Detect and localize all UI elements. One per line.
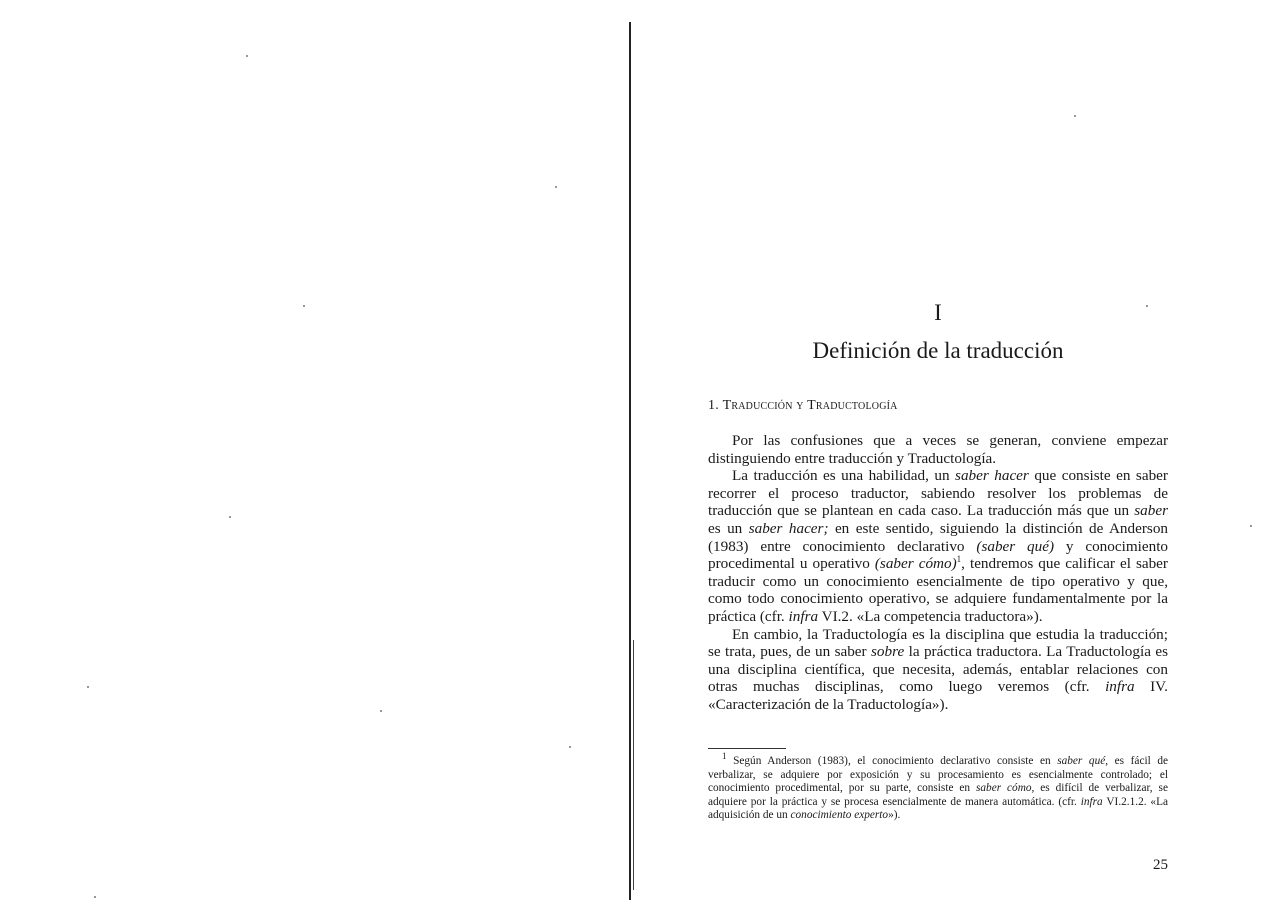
paragraph-3: En cambio, la Traductología es la disciplina que estudia la traducción; se trata, pues, de un saber sobre la práctica traductora. La Traductología es una disciplina científica, que necesita, además, entablar relaciones con otras muchas disciplinas, como luego veremos (cfr. infra IV. «Caracterización de la Traductología»). bbox=[708, 625, 1168, 713]
scan-speck bbox=[229, 516, 231, 518]
section-number: 1. bbox=[708, 398, 719, 413]
chapter-title: Definición de la traducción bbox=[812, 338, 1064, 363]
footnote-rule bbox=[708, 748, 786, 749]
page-gutter-shadow bbox=[633, 640, 634, 890]
chapter-number: I bbox=[934, 300, 942, 325]
scan-speck bbox=[380, 710, 382, 712]
scan-speck bbox=[1250, 525, 1252, 527]
body-text bbox=[708, 432, 1168, 714]
paragraph-2: La traducción es una habilidad, un saber hacer que consiste en saber recorrer el proceso traductor, sabiendo resolver los problemas de traducción que se plantean en cada caso. La traducción más que un saber es un saber hacer; en este sentido, siguiendo la distinción de Anderson (1983) entre conocimiento declarativo (saber qué) y conocimiento procedimental u operativo (saber cómo)$^1$, tendremos que calificar el saber traducir como un conocimiento esencialmente de tipo operativo y que, como todo conocimiento operativo, se adquiere fundamentalmente por la práctica (cfr. infra VI.2. «La competencia traductora»). bbox=[708, 467, 1169, 625]
scan-speck bbox=[1074, 115, 1076, 117]
scan-speck bbox=[87, 686, 89, 688]
scan-speck bbox=[303, 305, 305, 307]
page-gutter bbox=[629, 22, 631, 900]
paragraph-1: Por las confusiones que a veces se generan, conviene empezar distinguiendo entre traducción y Traductología. bbox=[708, 432, 1168, 467]
page-number: 25 bbox=[1153, 857, 1168, 873]
footnote-ref: 1 bbox=[956, 554, 962, 565]
footnote-marker: 1 bbox=[722, 751, 727, 762]
scan-speck bbox=[246, 55, 248, 57]
scan-speck bbox=[94, 896, 96, 898]
scan-speck bbox=[569, 746, 571, 748]
footnote: $^1$ Según Anderson (1983), el conocimiento declarativo consiste en saber qué, es fácil de verbalizar, se adquiere por exposición y su procesamiento es esencialmente controlado; el conocimiento procedimental, por su parte, consiste en saber cómo, es difícil de verbalizar, se adquiere por la práctica y se procesa esencialmente de manera automática. (cfr. infra VI.2.1.2. «La adquisición de un conocimiento experto»). bbox=[708, 751, 1169, 822]
section-title: Traducción y Traductología bbox=[722, 398, 898, 413]
section-heading bbox=[708, 398, 898, 414]
scan-speck bbox=[555, 186, 557, 188]
